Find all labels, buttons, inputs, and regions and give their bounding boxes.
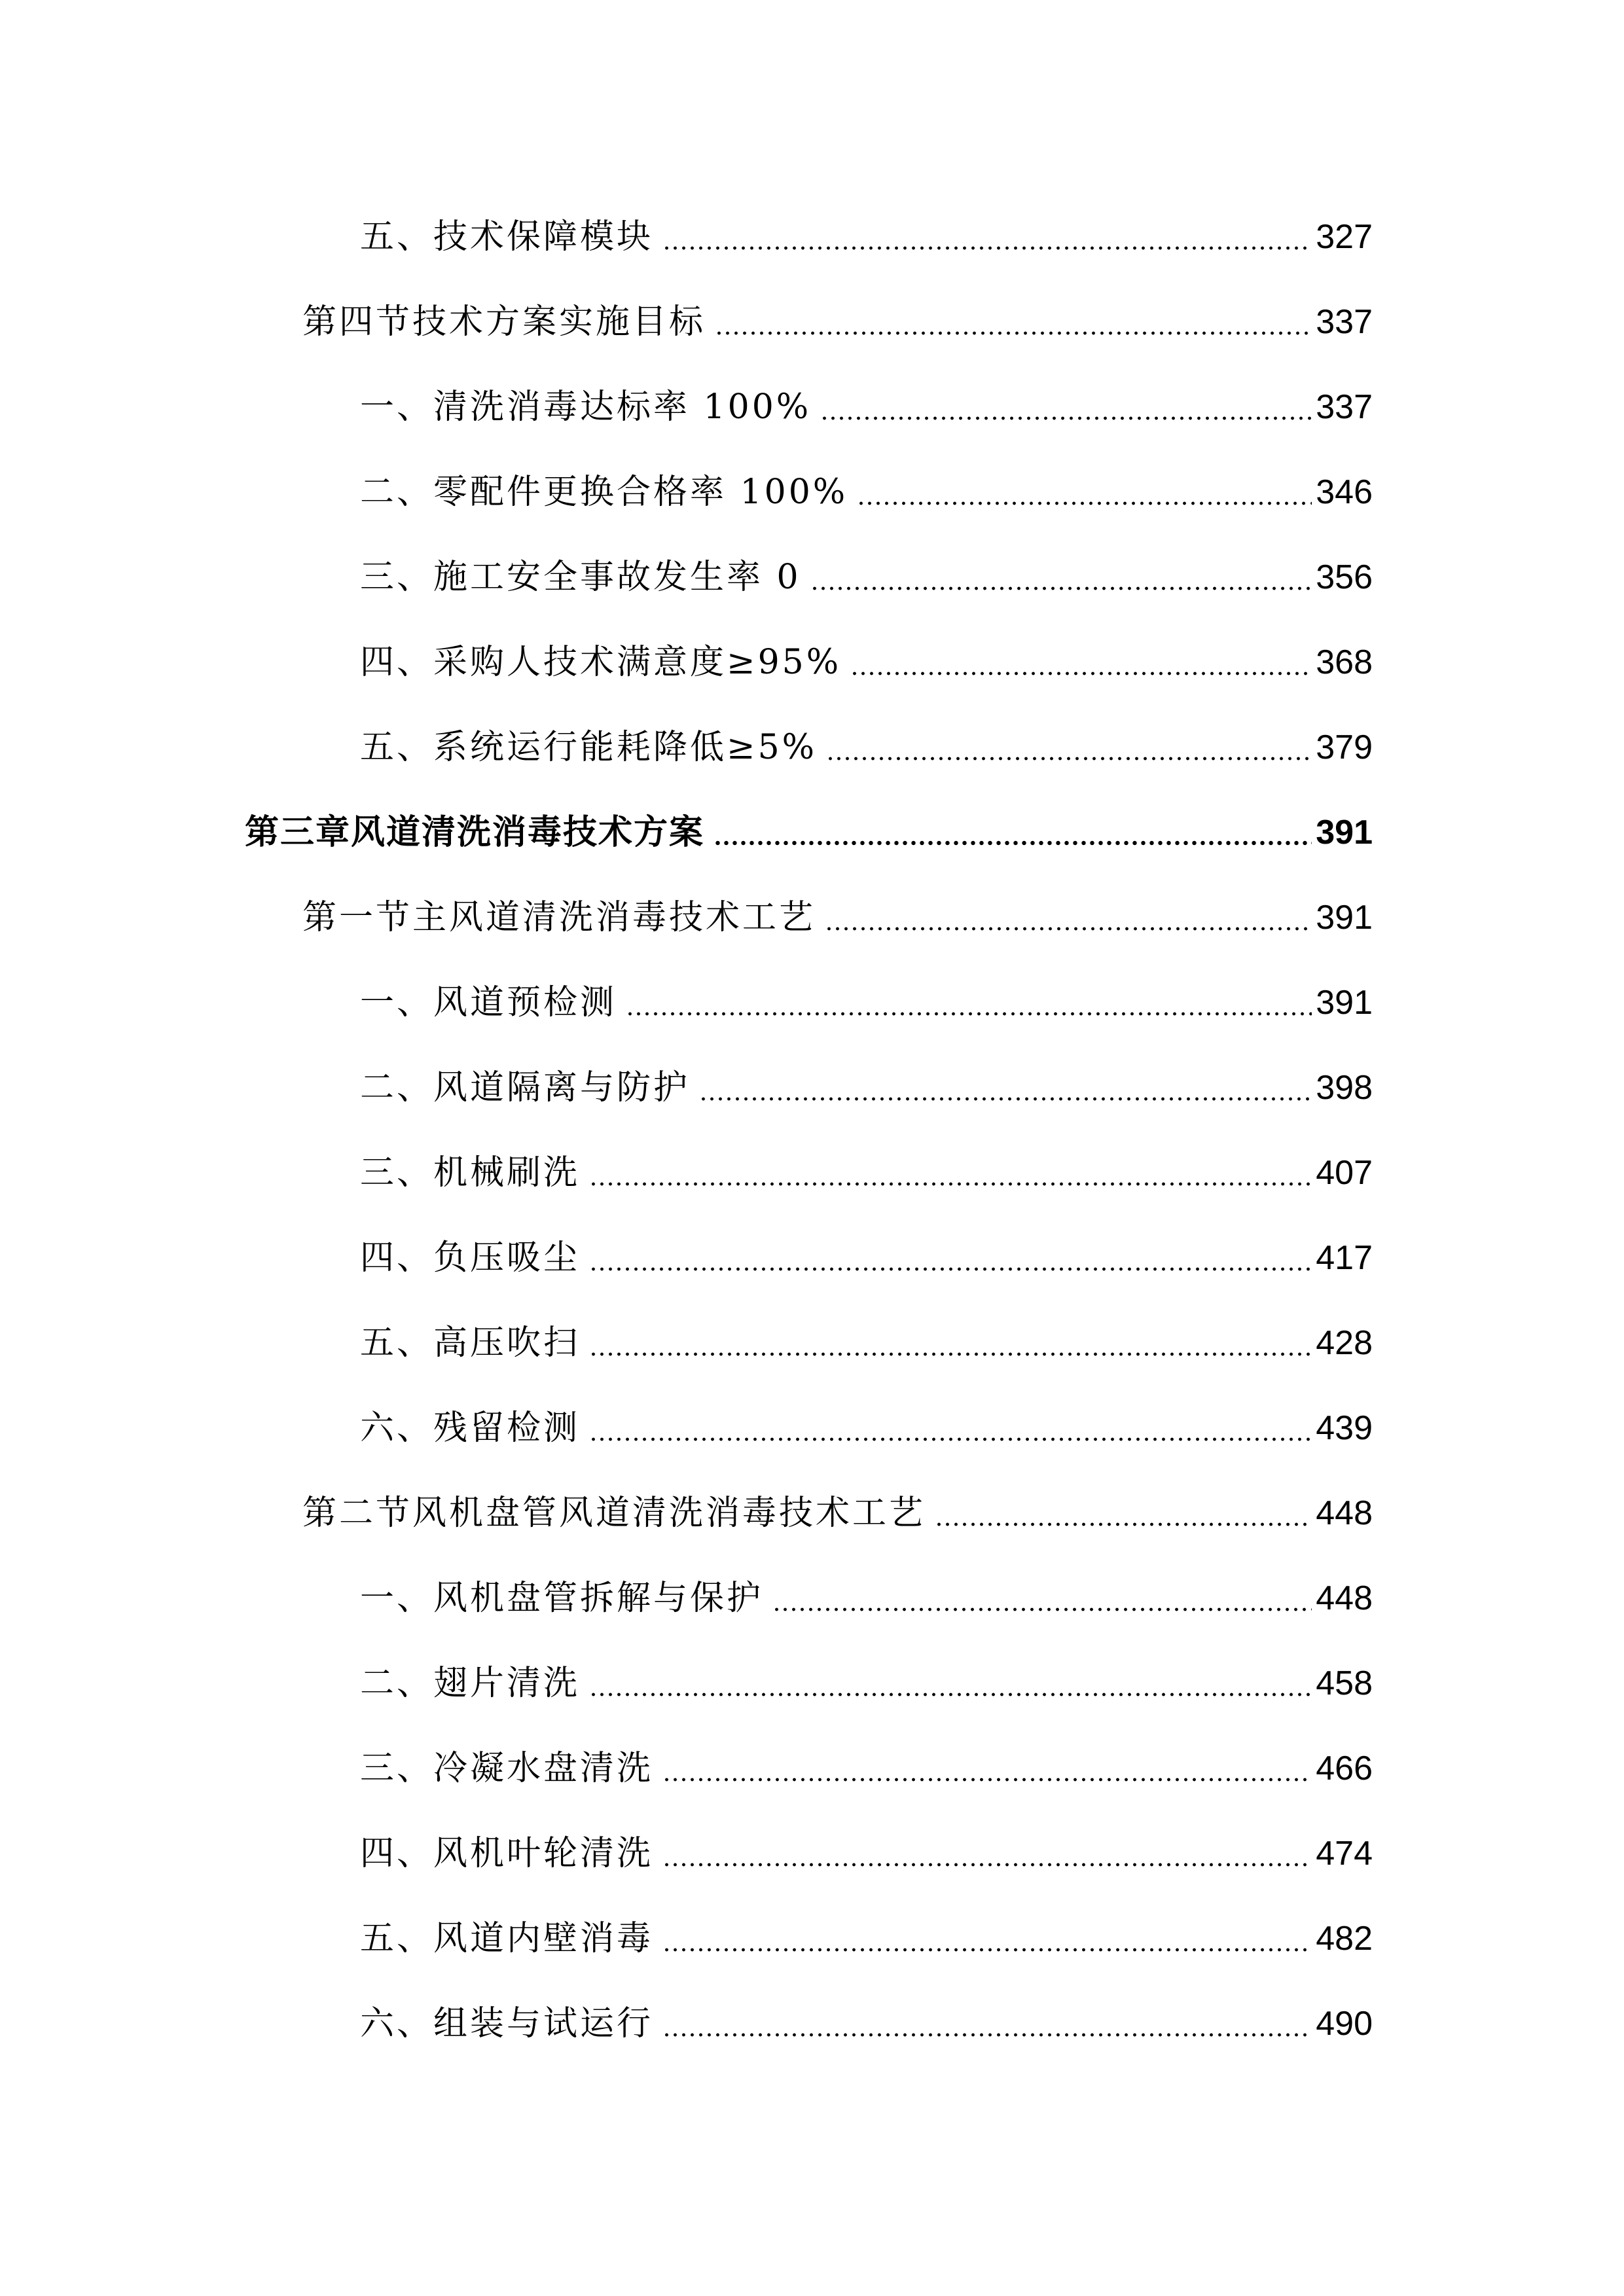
toc-entry-title: 第二节风机盘管风道清洗消毒技术工艺	[302, 1494, 926, 1533]
toc-entry[interactable]	[360, 721, 1373, 774]
toc-entry-title: 一、清洗消毒达标率 100%	[360, 387, 812, 427]
toc-entry-title: 五、高压吹扫	[360, 1323, 581, 1363]
toc-entry-title: 一、风机盘管拆解与保护	[360, 1579, 764, 1618]
toc-entry[interactable]	[360, 636, 1373, 689]
dot-leader	[850, 672, 1312, 675]
toc-entry-page: 417	[1316, 1239, 1373, 1277]
dot-leader	[825, 927, 1312, 931]
toc-entry[interactable]	[360, 1402, 1373, 1454]
dot-leader	[662, 2033, 1312, 2037]
dot-leader	[589, 1693, 1312, 1696]
toc-entry-title: 五、系统运行能耗降低≥5%	[360, 728, 818, 767]
toc-entry-page: 490	[1316, 2005, 1373, 2043]
toc-entry-title: 五、风道内壁消毒	[360, 1919, 654, 1958]
toc-entry[interactable]	[360, 1912, 1373, 1965]
toc-entry[interactable]	[302, 891, 1373, 944]
toc-entry-page: 391	[1316, 814, 1373, 852]
dot-leader	[589, 1182, 1312, 1186]
toc-entry-title: 四、采购人技术满意度≥95%	[360, 643, 842, 682]
toc-entry-title: 六、组装与试运行	[360, 2004, 654, 2043]
toc-entry-title: 三、机械刷洗	[360, 1153, 581, 1193]
dot-leader	[662, 246, 1312, 250]
toc-entry[interactable]	[360, 1062, 1373, 1114]
dot-leader	[589, 1267, 1312, 1271]
toc-entry-page: 356	[1316, 558, 1373, 596]
toc-entry-title: 二、翅片清洗	[360, 1664, 581, 1703]
toc-entry-page: 439	[1316, 1409, 1373, 1447]
toc-entry-page: 458	[1316, 1664, 1373, 1702]
dot-leader	[699, 1097, 1312, 1101]
toc-entry-title: 四、负压吸尘	[360, 1238, 581, 1278]
toc-entry[interactable]	[360, 1742, 1373, 1795]
toc-entry[interactable]	[360, 1232, 1373, 1284]
toc-entry[interactable]	[360, 466, 1373, 518]
toc-entry-page: 474	[1316, 1835, 1373, 1873]
dot-leader	[715, 331, 1312, 335]
toc-entry-page: 379	[1316, 728, 1373, 766]
toc-entry-page: 482	[1316, 1920, 1373, 1958]
toc-entry-page: 391	[1316, 899, 1373, 937]
toc-entry-title: 三、冷凝水盘清洗	[360, 1749, 654, 1788]
toc-entry-title: 第一节主风道清洗消毒技术工艺	[302, 898, 816, 937]
toc-entry-page: 448	[1316, 1579, 1373, 1617]
toc-entry-title: 三、施工安全事故发生率 0	[360, 558, 801, 597]
toc-entry-page: 337	[1316, 303, 1373, 341]
dot-leader	[662, 1948, 1312, 1952]
toc-entry-title: 二、零配件更换合格率 100%	[360, 473, 848, 512]
toc-entry-title: 一、风道预检测	[360, 983, 617, 1022]
toc-entry[interactable]	[360, 1317, 1373, 1369]
toc-entry[interactable]	[360, 1657, 1373, 1710]
dot-leader	[662, 1778, 1312, 1782]
toc-entry-page: 368	[1316, 643, 1373, 681]
toc-entry-title: 五、技术保障模块	[360, 217, 654, 257]
toc-entry-page: 448	[1316, 1494, 1373, 1532]
dot-leader	[589, 1352, 1312, 1356]
toc-entry[interactable]	[360, 1572, 1373, 1624]
toc-entry-page: 391	[1316, 984, 1373, 1022]
toc-entry[interactable]	[360, 381, 1373, 433]
toc-entry[interactable]	[360, 1827, 1373, 1880]
toc-entry-page: 346	[1316, 473, 1373, 511]
toc-entry[interactable]	[360, 1147, 1373, 1199]
dot-leader	[810, 586, 1312, 590]
toc-entry[interactable]	[302, 296, 1373, 348]
toc-chapter-entry[interactable]	[245, 806, 1373, 859]
dot-leader	[820, 416, 1312, 420]
dot-leader	[626, 1012, 1312, 1016]
toc-entry-page: 466	[1316, 1749, 1373, 1787]
toc-entry[interactable]	[360, 1998, 1373, 2050]
toc-entry-title: 二、风道隔离与防护	[360, 1068, 691, 1107]
dot-leader	[826, 757, 1312, 761]
toc-entry[interactable]	[360, 551, 1373, 603]
toc-entry-title: 第四节技术方案实施目标	[302, 302, 706, 342]
toc-entry-title: 第三章风道清洗消毒技术方案	[245, 813, 705, 852]
toc-entry-title: 四、风机叶轮清洗	[360, 1834, 654, 1873]
toc-entry-page: 428	[1316, 1324, 1373, 1362]
toc-entry-page: 398	[1316, 1069, 1373, 1107]
dot-leader	[662, 1863, 1312, 1867]
toc-entry-page: 337	[1316, 388, 1373, 426]
toc-entry[interactable]	[302, 1487, 1373, 1539]
dot-leader	[935, 1522, 1312, 1526]
dot-leader	[857, 501, 1312, 505]
toc-entry-page: 407	[1316, 1154, 1373, 1192]
toc-entry[interactable]	[360, 977, 1373, 1029]
toc-entry-title: 六、残留检测	[360, 1408, 581, 1448]
dot-leader	[589, 1437, 1312, 1441]
dot-leader	[772, 1607, 1312, 1611]
toc-entry-page: 327	[1316, 218, 1373, 256]
dot-leader	[713, 840, 1312, 846]
toc-entry[interactable]	[360, 211, 1373, 263]
